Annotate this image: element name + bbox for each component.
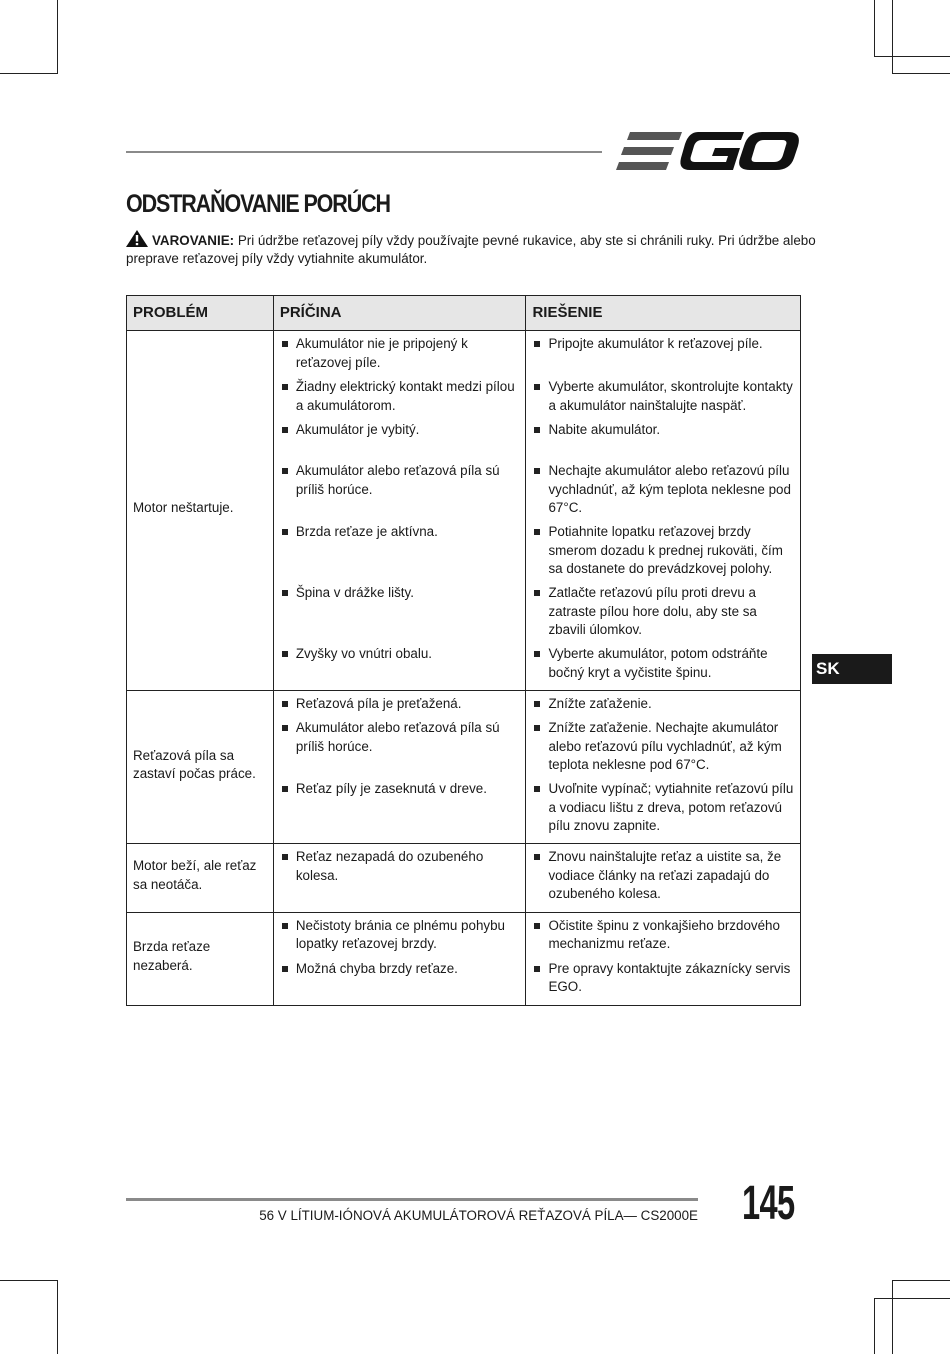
solution-item: Potiahnite lopatku reťazovej brzdy smerom dozadu k prednej rukoväti, čím sa dostanete do prevádzkovej polohy. [532,523,794,578]
solution-cell [526,912,801,1005]
table-row [127,912,801,1005]
problem-cell: Motor neštartuje. [127,331,274,691]
crop-mark [57,0,58,74]
language-tab: SK [812,654,892,684]
troubleshooting-table [126,295,801,1006]
warning-label: VAROVANIE: [152,233,235,248]
solution-item: Pre opravy kontaktujte zákaznícky servis EGO. [532,960,794,997]
cause-item: Brzda reťaze je aktívna. [280,523,520,578]
crop-mark [892,1280,893,1354]
cause-item: Reťaz píly je zaseknutá v dreve. [280,780,520,817]
solution-cell [526,691,801,844]
table-row [127,844,801,913]
crop-mark [892,1280,950,1281]
solution-item: Vyberte akumulátor, skontrolujte kontakty a akumulátor nainštalujte naspäť. [532,378,794,415]
column-header-cause: PRÍČINA [273,296,526,331]
cause-item: Možná chyba brzdy reťaze. [280,960,520,979]
solution-item: Vyberte akumulátor, potom odstráňte bočný kryt a vyčistite špinu. [532,645,794,682]
crop-mark [874,0,875,56]
warning-block [126,230,816,268]
cause-cell [273,844,526,913]
column-header-problem: PROBLÉM [127,296,274,331]
ego-logo [616,130,800,172]
cause-item: Špina v drážke lišty. [280,584,520,639]
footer-text: 56 V LÍTIUM-IÓNOVÁ AKUMULÁTOROVÁ REŤAZOVÁ PÍLA— CS2000E [259,1208,698,1223]
crop-mark [892,0,893,74]
footer-rule [126,1198,698,1201]
crop-mark [874,56,950,57]
column-header-solution: RIEŠENIE [526,296,801,331]
solution-item: Znížte zaťaženie. Nechajte akumulátor alebo reťazovú pílu vychladnúť, až kým teplota neklesne pod 67°C. [532,719,794,774]
table-row [127,331,801,691]
cause-item: Akumulátor alebo reťazová píla sú príliš horúce. [280,462,520,517]
solution-item: Zatlačte reťazovú pílu proti drevu a zatraste pílou hore dolu, aby ste sa zbavili úlomkov. [532,584,794,639]
solution-item: Pripojte akumulátor k reťazovej píle. [532,335,794,372]
problem-cell: Brzda reťaze nezaberá. [127,912,274,1005]
crop-mark [874,1298,875,1354]
crop-mark [874,1298,950,1299]
page-number: 145 [742,1177,795,1230]
cause-cell [273,912,526,1005]
cause-item: Zvyšky vo vnútri obalu. [280,645,520,682]
cause-cell [273,331,526,691]
warning-icon [126,230,148,247]
solution-item: Znížte zaťaženie. [532,695,794,713]
crop-mark [892,73,950,74]
cause-item: Žiadny elektrický kontakt medzi pílou a akumulátorom. [280,378,520,415]
solution-cell [526,844,801,913]
solution-cell [526,331,801,691]
header-rule [126,151,602,153]
problem-cell: Reťazová píla sa zastaví počas práce. [127,691,274,844]
solution-item: Nabite akumulátor. [532,421,794,439]
table-header-row [127,296,801,331]
cause-item: Akumulátor je vybitý. [280,421,520,439]
cause-cell [273,691,526,844]
crop-mark [57,1280,58,1354]
page-title: ODSTRAŇOVANIE PORÚCH [126,190,390,218]
solution-item: Znovu nainštalujte reťaz a uistite sa, že vodiace články na reťazi zapadajú do ozubeného kolesa. [532,848,794,904]
cause-item: Akumulátor nie je pripojený k reťazovej píle. [280,335,520,372]
crop-mark [0,1280,58,1281]
solution-item: Nechajte akumulátor alebo reťazovú pílu vychladnúť, až kým teplota neklesne pod 67°C. [532,462,794,517]
cause-item: Reťaz nezapadá do ozubeného kolesa. [280,848,520,885]
table-row [127,691,801,844]
problem-cell: Motor beží, ale reťaz sa neotáča. [127,844,274,913]
cause-item: Nečistoty bránia ce plnému pohybu lopatky reťazovej brzdy. [280,917,520,954]
solution-item: Uvoľnite vypínač; vytiahnite reťazovú pílu a vodiacu lištu z dreva, potom reťazovú pílu znovu zapnite. [532,780,794,835]
warning-text: Pri údržbe reťazovej píly vždy používajte pevné rukavice, aby ste si chránili ruky. Pri údržbe alebo preprave reťazovej píly vždy vytiahnite akumulátor. [126,233,816,266]
crop-mark [0,73,58,74]
cause-item: Reťazová píla je preťažená. [280,695,520,713]
cause-item: Akumulátor alebo reťazová píla sú príliš horúce. [280,719,520,774]
solution-item: Očistite špinu z vonkajšieho brzdového mechanizmu reťaze. [532,917,794,954]
